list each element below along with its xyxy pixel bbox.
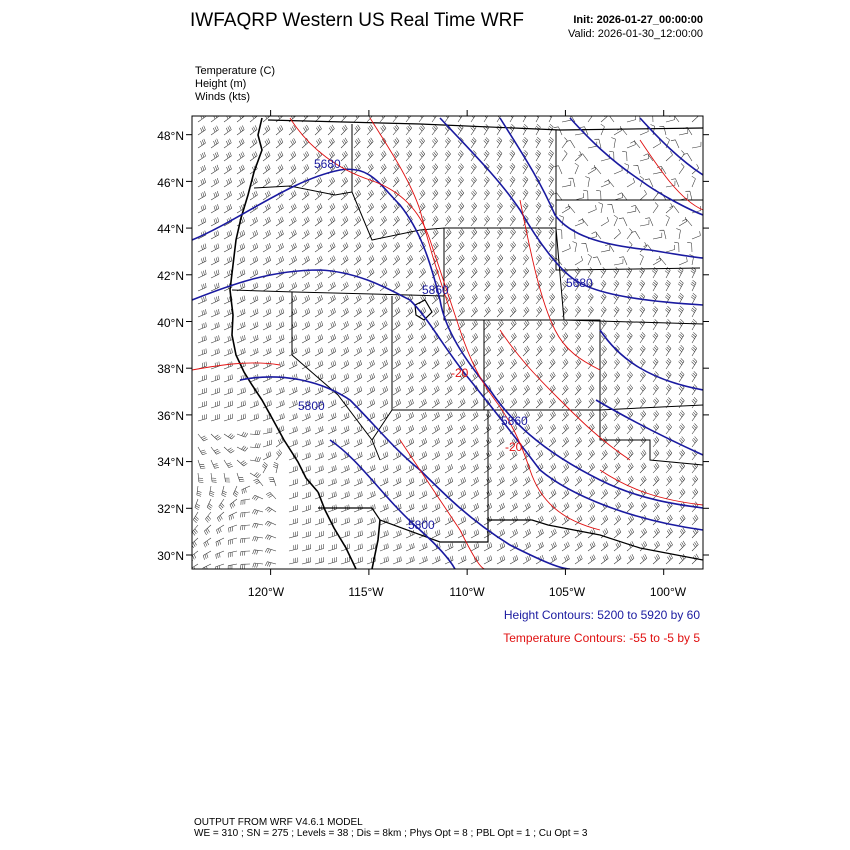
temp-label-nm: -20: [505, 440, 523, 454]
lat-tick-label: 40°N: [157, 316, 184, 330]
init-time: Init: 2026-01-27_00:00:00: [573, 14, 703, 26]
height-label-5800-ca: 5800: [298, 399, 325, 413]
height-contours-legend: Height Contours: 5200 to 5920 by 60: [503, 608, 700, 622]
field-label-winds: Winds (kts): [195, 91, 250, 103]
lat-tick-label: 34°N: [157, 455, 184, 469]
field-label-temperature: Temperature (C): [195, 65, 276, 77]
lat-tick-label: 32°N: [157, 502, 184, 516]
lon-tick-label: 120°W: [247, 585, 285, 599]
lon-tick-label: 100°W: [649, 585, 687, 599]
lat-tick-label: 48°N: [157, 129, 184, 143]
lat-tick-label: 42°N: [157, 269, 184, 283]
lat-tick-label: 46°N: [157, 176, 184, 190]
height-label-5860-nm: 5860: [501, 414, 528, 428]
valid-time: Valid: 2026-01-30_12:00:00: [568, 28, 703, 40]
temperature-contours-legend: Temperature Contours: -55 to -5 by 5: [503, 631, 700, 645]
height-label-5860-ut: 5860: [422, 283, 449, 297]
lon-tick-label: 110°W: [449, 585, 485, 599]
field-label-height: Height (m): [195, 78, 247, 90]
lat-tick-label: 30°N: [157, 549, 184, 563]
height-label-5680-north: 5680: [314, 157, 341, 171]
lon-tick-label: 115°W: [348, 585, 384, 599]
lat-tick-label: 38°N: [157, 362, 184, 376]
lon-tick-label: 105°W: [548, 585, 586, 599]
height-label-5680-ne: 5680: [566, 276, 593, 290]
model-config-footer: WE = 310 ; SN = 275 ; Levels = 38 ; Dis = 8km ; Phys Opt = 8 ; PBL Opt = 1 ; Cu Opt = 3: [194, 828, 588, 839]
height-label-5800-mx: 5800: [408, 518, 435, 532]
temp-label-nv: -20: [451, 366, 469, 380]
lat-tick-label: 44°N: [157, 222, 184, 236]
lat-tick-label: 36°N: [157, 409, 184, 423]
model-footer: OUTPUT FROM WRF V4.6.1 MODEL: [194, 817, 363, 828]
map-title: IWFAQRP Western US Real Time WRF: [190, 10, 524, 31]
